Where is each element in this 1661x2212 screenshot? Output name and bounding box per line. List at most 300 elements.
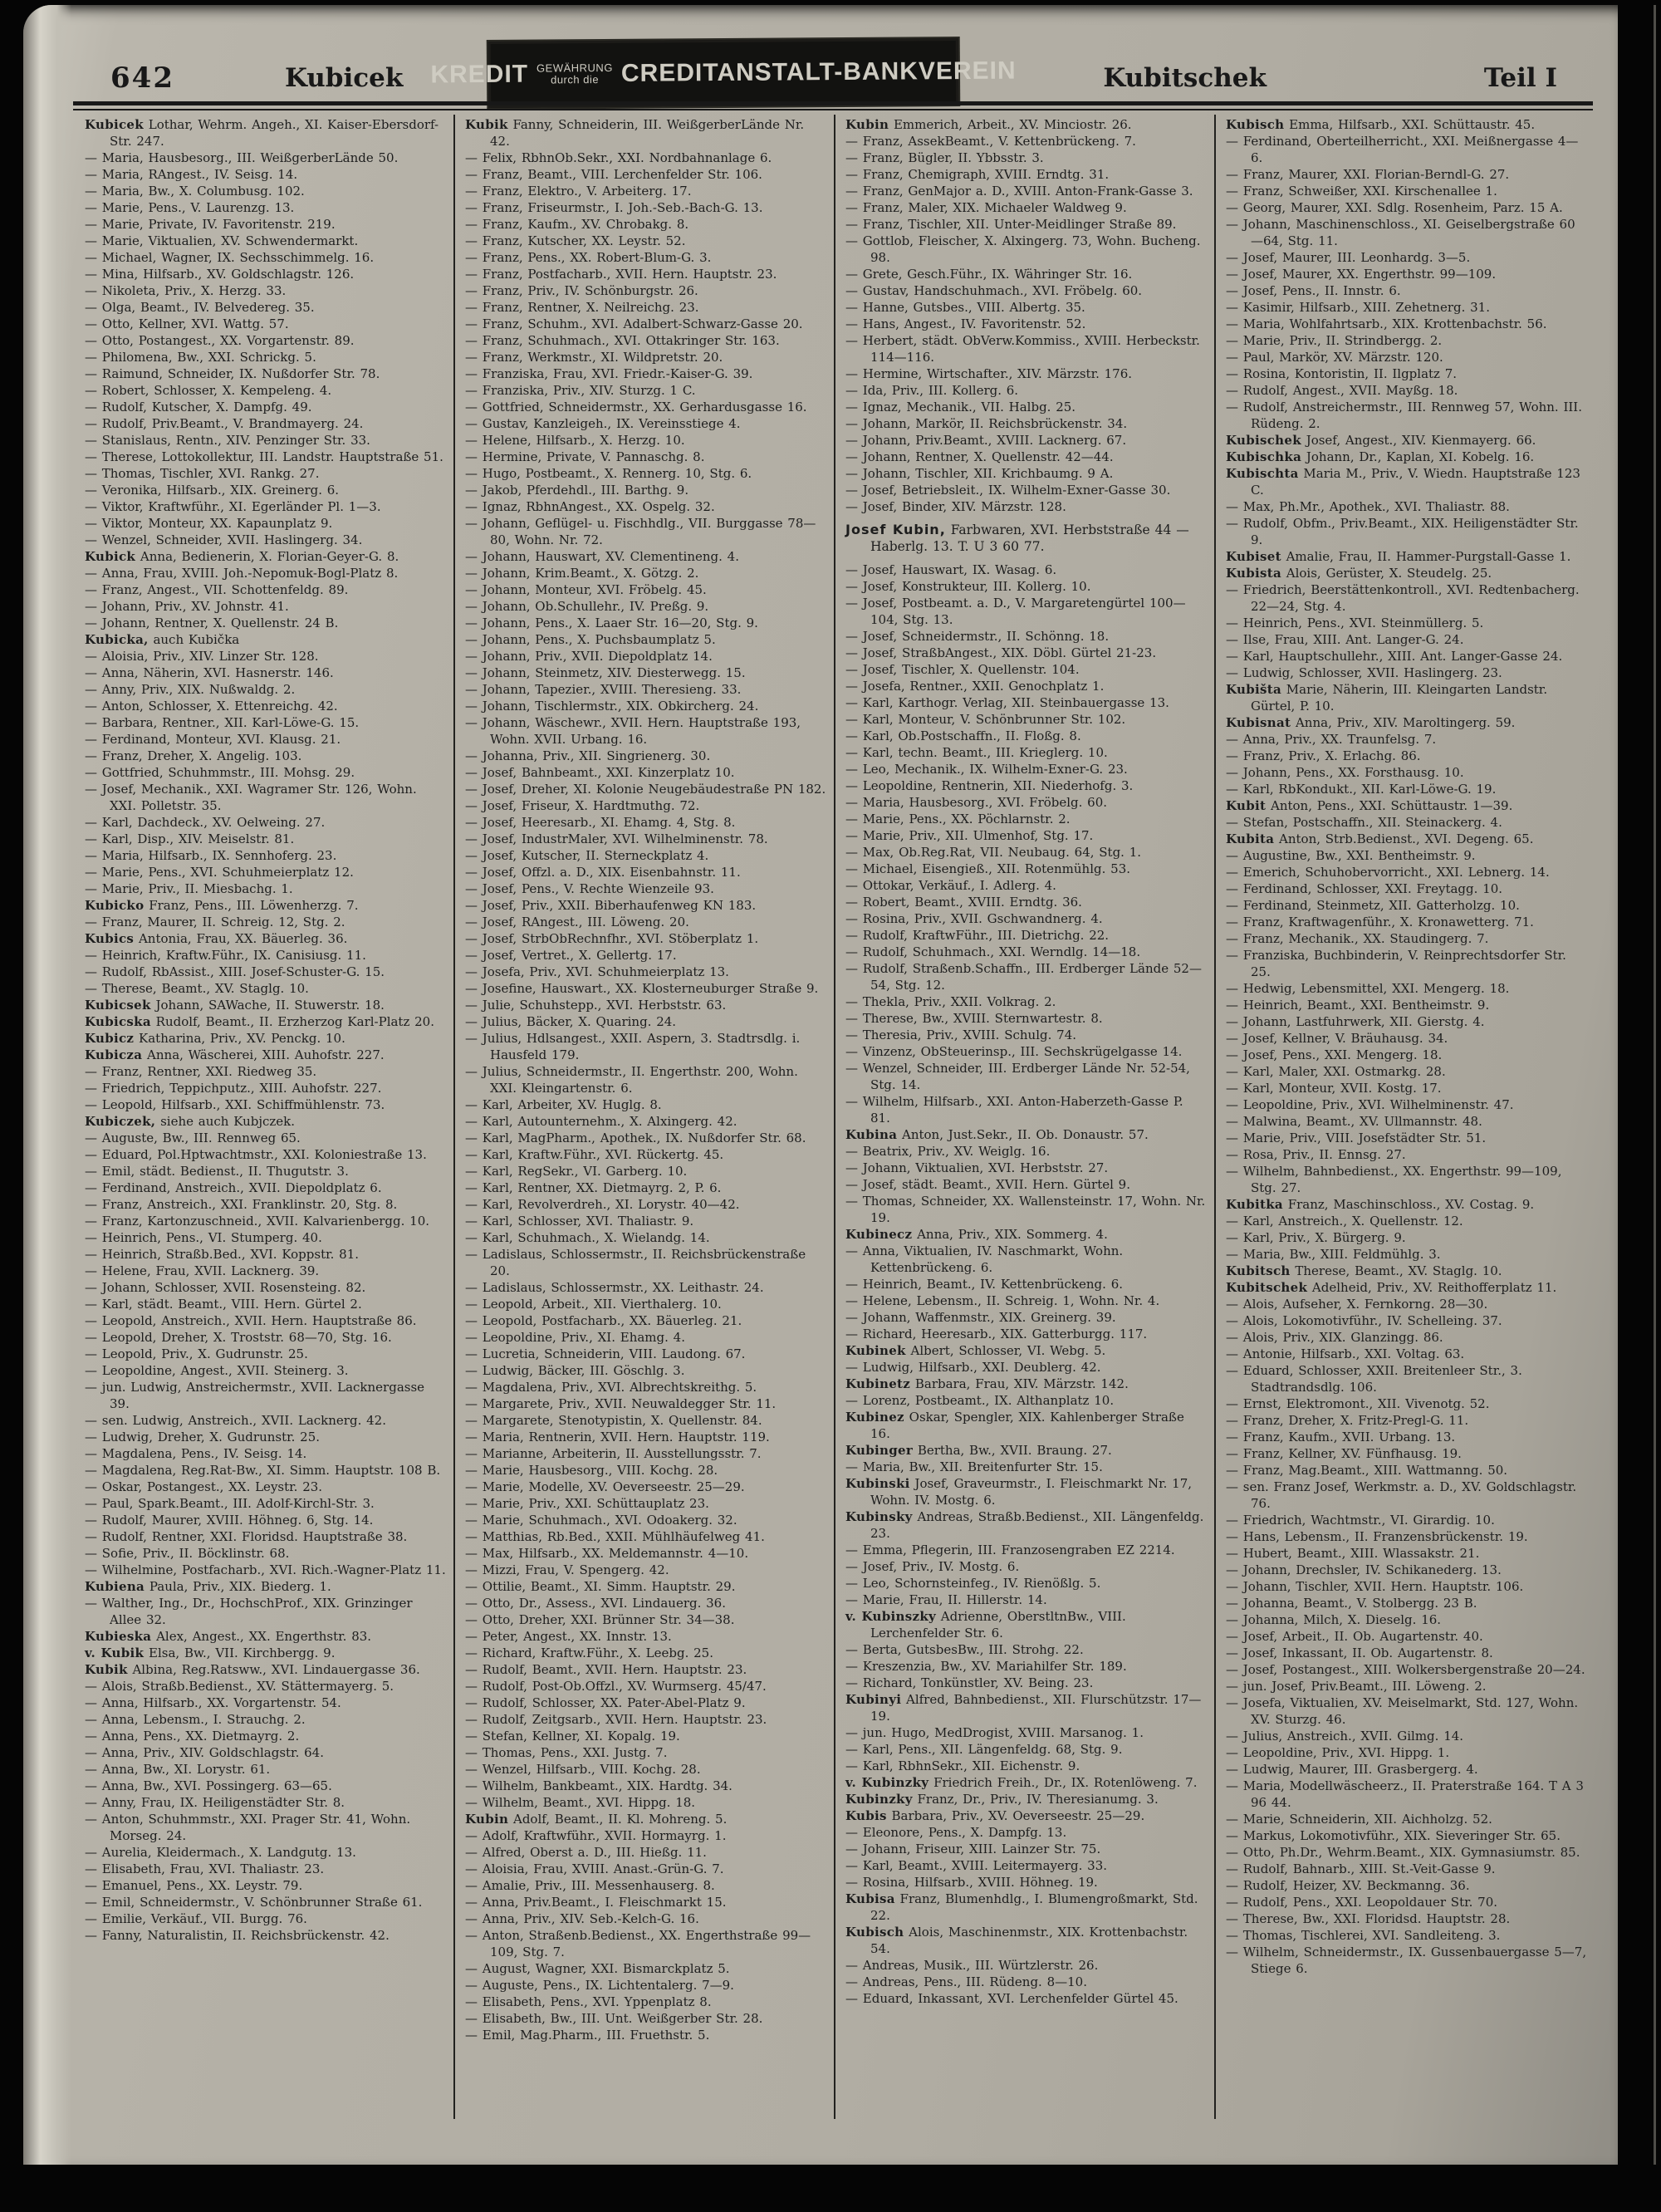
directory-entry: — Karl, Anstreich., X. Quellenstr. 12.: [1226, 1214, 1463, 1229]
directory-entry: — Karl, techn. Beamt., III. Krieglerg. 10.: [845, 745, 1108, 760]
directory-entry: — Josef, Maurer, XX. Engerthstr. 99—109.: [1226, 267, 1497, 282]
directory-entry: — Johann, Ob.Schullehr., IV. Preßg. 9.: [465, 599, 709, 614]
directory-entry: Kubiena Paula, Priv., XIX. Biederg. 1.: [85, 1579, 331, 1594]
directory-entry: — Thomas, Pens., XXI. Justg. 7.: [465, 1745, 668, 1760]
directory-entry: — Andreas, Pens., III. Rüdeng. 8—10.: [845, 1974, 1087, 1989]
directory-entry: — Franz, GenMajor a. D., XVIII. Anton-Frank-Gasse 3.: [845, 184, 1193, 199]
directory-entry: Kubiset Amalie, Frau, II. Hammer-Purgstall-Gasse 1.: [1226, 549, 1571, 564]
directory-entry: — Therese, Bw., XXI. Floridsd. Hauptstr. 28.: [1226, 1911, 1511, 1926]
directory-entry: — Leopold, Dreher, X. Troststr. 68—70, Stg. 16.: [85, 1330, 392, 1345]
directory-entry: — Stanislaus, Rentn., XIV. Penzinger Str. 33.: [85, 433, 370, 448]
directory-entry: — Karl, RegSekr., VI. Garberg. 10.: [465, 1164, 688, 1179]
directory-entry: — Viktor, Monteur, XX. Kapaunplatz 9.: [85, 516, 333, 531]
directory-entry: Kubiczek, siehe auch Kubjczek.: [85, 1114, 296, 1129]
directory-entry: v. Kubinszky Adrienne, OberstltnBw., VIII. Lerchenfelder Str. 6.: [845, 1609, 1126, 1641]
directory-entry: — Auguste, Bw., III. Rennweg 65.: [85, 1131, 301, 1145]
directory-entry: — Eduard, Schlosser, XXII. Breitenleer Str., 3. Stadtrandsdlg. 106.: [1226, 1363, 1522, 1395]
directory-entry: — Ferdinand, Oberteilherricht., XXI. Meißnergasse 4—6.: [1226, 134, 1579, 165]
directory-entry: — Karl, Beamt., XVIII. Leitermayerg. 33.: [845, 1858, 1108, 1873]
directory-entry: — Rudolf, Anstreichermstr., III. Rennweg 57, Wohn. III. Rüdeng. 2.: [1226, 400, 1582, 431]
directory-entry: Kubista Alois, Gerüster, X. Steudelg. 25.: [1226, 566, 1492, 581]
directory-entry: — Marie, Frau, II. Hillerstr. 14.: [845, 1592, 1047, 1607]
directory-entry: — Josefa, Priv., XVI. Schuhmeierplatz 13.: [465, 964, 729, 979]
directory-entry: — Franz, Elektro., V. Arbeiterg. 17.: [465, 184, 692, 199]
directory-entry: — Marie, Private, IV. Favoritenstr. 219.: [85, 217, 336, 232]
directory-entry: Kubinzky Franz, Dr., Priv., IV. Theresianumg. 3.: [845, 1792, 1159, 1807]
directory-entry: — Ludwig, Bäcker, III. Göschlg. 3.: [465, 1363, 685, 1378]
directory-entry: — Marie, Schneiderin, XII. Aichholzg. 52.: [1226, 1812, 1492, 1827]
directory-entry: — Franz, Kraftwagenführ., X. Kronawetterg. 71.: [1226, 915, 1534, 929]
directory-entry: — Malwina, Beamt., XV. Ullmannstr. 48.: [1226, 1114, 1482, 1129]
directory-entry: — Hedwig, Lebensmittel, XXI. Mengerg. 18.: [1226, 981, 1510, 996]
directory-entry: Kubinski Josef, Graveurmstr., I. Fleischmarkt Nr. 17, Wohn. IV. Mostg. 6.: [845, 1476, 1193, 1508]
directory-entry: — Therese, Beamt., XV. Staglg. 10.: [85, 981, 309, 996]
directory-entry: — Friedrich, Teppichputz., XIII. Auhofstr. 227.: [85, 1081, 382, 1096]
directory-entry: Kubicka, auch Kubička: [85, 632, 240, 647]
directory-entry: — Josef, Pens., II. Innstr. 6.: [1226, 283, 1401, 298]
directory-entry: — Aloisia, Frau, XVIII. Anast.-Grün-G. 7.: [465, 1861, 724, 1876]
directory-entry: — Rudolf, Beamt., XVII. Hern. Hauptstr. 23.: [465, 1662, 747, 1677]
directory-entry: — Berta, GutsbesBw., III. Strohg. 22.: [845, 1642, 1084, 1657]
directory-entry: — Franz, Rentner, X. Neilreichg. 23.: [465, 300, 699, 315]
surname-bold: Kubisnat: [1226, 715, 1291, 730]
directory-entry: Kubin Emmerich, Arbeit., XV. Minciostr. 26.: [845, 117, 1132, 132]
directory-entry: — Marie, Priv., XII. Ulmenhof, Stg. 17.: [845, 828, 1094, 843]
banner-word-kredit: KREDIT: [430, 60, 529, 89]
directory-entry: — Therese, Lottokollektur, III. Landstr. Hauptstraße 51.: [85, 449, 443, 464]
directory-entry: — Margarete, Priv., XVII. Neuwaldegger Str. 11.: [465, 1396, 777, 1411]
directory-entry: — Leo, Schornsteinfeg., IV. Rienößlg. 5.: [845, 1576, 1101, 1591]
directory-entry: — Helene, Lebensm., II. Schreig. 1, Wohn. Nr. 4.: [845, 1293, 1160, 1308]
directory-entry: — Ottokar, Verkäuf., I. Adlerg. 4.: [845, 878, 1056, 893]
directory-entry: — Karl, RbhnSekr., XII. Eichenstr. 9.: [845, 1758, 1080, 1773]
directory-entry: — Franz, Kellner, XV. Fünfhausg. 19.: [1226, 1446, 1462, 1461]
directory-entry: — Alois, Priv., XIX. Glanzingg. 86.: [1226, 1330, 1443, 1345]
directory-entry: — Vinzenz, ObSteuerinsp., III. Sechskrügelgasse 14.: [845, 1044, 1183, 1059]
surname-bold: Kubis: [845, 1808, 887, 1823]
directory-entry: — Johann, Maschinenschloss., XI. Geiselbergstraße 60—64, Stg. 11.: [1226, 217, 1575, 248]
header-keyword-left: Kubicek: [285, 63, 404, 93]
directory-entry: — Ludwig, Schlosser, XVII. Haslingerg. 23.: [1226, 665, 1502, 680]
directory-entry: — Michael, Wagner, IX. Sechsschimmelg. 16.: [85, 250, 375, 265]
directory-entry: — Rudolf, Schuhmach., XXI. Werndlg. 14—18.: [845, 944, 1141, 959]
directory-entry: — Julius, Schneidermstr., II. Engerthstr. 200, Wohn. XXI. Kleingartenstr. 6.: [465, 1064, 798, 1096]
directory-entry: — Josef, Postangest., XIII. Wolkersbergenstraße 20—24.: [1226, 1662, 1585, 1677]
directory-entry: — Josef, Hauswart, IX. Wasag. 6.: [845, 562, 1057, 577]
directory-entry: — Heinrich, Pens., VI. Stumperg. 40.: [85, 1230, 322, 1245]
directory-entry: — Leopold, Postfacharb., XX. Bäuerleg. 21.: [465, 1313, 742, 1328]
directory-entry: — Johann, Schlosser, XVII. Rosensteing. 82.: [85, 1280, 366, 1295]
directory-entry: Kubicsek Johann, SAWache, II. Stuwerstr. 18.: [85, 998, 385, 1013]
directory-entry: v. Kubik Elsa, Bw., VII. Kirchbergg. 9.: [85, 1646, 336, 1660]
directory-entry: — Maria, Bw., XIII. Feldmühlg. 3.: [1226, 1247, 1441, 1262]
directory-entry: — Franz, Chemigraph, XVIII. Erndtg. 31.: [845, 167, 1110, 182]
directory-column-2: [453, 115, 834, 2119]
directory-entry: — Julius, Anstreich., XVII. Gilmg. 14.: [1226, 1729, 1464, 1744]
directory-entry: — Franz, Beamt., VIII. Lerchenfelder Str. 106.: [465, 167, 762, 182]
directory-entry: — Josef, Konstrukteur, III. Kollerg. 10.: [845, 579, 1091, 594]
directory-entry: — Maria, RAngest., IV. Seisg. 14.: [85, 167, 298, 182]
directory-entry: — Anton, Schlosser, X. Ettenreichg. 42.: [85, 699, 338, 714]
directory-entry: Kubicza Anna, Wäscherei, XIII. Auhofstr. 227.: [85, 1047, 385, 1062]
directory-entry: — Anny, Frau, IX. Heiligenstädter Str. 8.: [85, 1795, 345, 1810]
directory-entry: — Franz, Kaufm., XVII. Urbang. 13.: [1226, 1430, 1456, 1444]
directory-entry: — Ladislaus, Schlossermstr., II. Reichsbrückenstraße 20.: [465, 1247, 806, 1278]
directory-entry: — Rudolf, Kutscher, X. Dampfg. 49.: [85, 400, 312, 414]
directory-entry: — Jakob, Pferdehdl., III. Barthg. 9.: [465, 483, 689, 498]
directory-entry: — Matthias, Rb.Bed., XXII. Mühlhäufelweg 41.: [465, 1529, 765, 1544]
directory-entry: — Elisabeth, Frau, XVI. Thaliastr. 23.: [85, 1861, 325, 1876]
directory-entry: — Leo, Mechanik., IX. Wilhelm-Exner-G. 23.: [845, 762, 1128, 777]
directory-entry: — Franz, Postfacharb., XVII. Hern. Hauptstr. 23.: [465, 267, 777, 282]
directory-entry: — Emil, Mag.Pharm., III. Fruethstr. 5.: [465, 2028, 710, 2043]
directory-entry: — Wilhelmine, Postfacharb., XVI. Rich.-Wagner-Platz 11.: [85, 1562, 446, 1577]
surname-bold: Kubin: [465, 1812, 509, 1827]
surname-bold: Kubicz: [85, 1031, 135, 1046]
directory-entry: — Johann, Krim.Beamt., X. Götzg. 2.: [465, 566, 699, 581]
directory-entry: — Aloisia, Priv., XIV. Linzer Str. 128.: [85, 649, 319, 664]
directory-entry: — Josef, Offzl. a. D., XIX. Eisenbahnstr. 11.: [465, 865, 741, 880]
directory-entry: v. Kubinzky Friedrich Freih., Dr., IX. Rotenlöweng. 7.: [845, 1775, 1198, 1790]
directory-entry: — Ludwig, Maurer, III. Grasbergerg. 4.: [1226, 1762, 1478, 1777]
directory-entry: — Anton, Straßenb.Bedienst., XX. Engerthstraße 99—109, Stg. 7.: [465, 1928, 811, 1959]
directory-entry: — Leopold, Priv., X. Gudrunstr. 25.: [85, 1346, 308, 1361]
directory-entry: — Stefan, Postschaffn., XII. Steinackerg. 4.: [1226, 815, 1502, 830]
directory-entry: — Rudolf, Maurer, XVIII. Höhneg. 6, Stg. 14.: [85, 1513, 374, 1528]
directory-entry: — Karl, Disp., XIV. Meiselstr. 81.: [85, 831, 295, 846]
directory-entry: — Franziska, Priv., XIV. Sturzg. 1 C.: [465, 383, 696, 398]
directory-entry: — Rudolf, Bahnarb., XIII. St.-Veit-Gasse 9.: [1226, 1861, 1496, 1876]
directory-entry: — Wilhelm, Bankbeamt., XIX. Hardtg. 34.: [465, 1778, 733, 1793]
directory-entry: — Ferdinand, Monteur, XVI. Klausg. 21.: [85, 732, 341, 747]
directory-entry: — Franz, Priv., IV. Schönburgstr. 26.: [465, 283, 698, 298]
directory-column-3: [834, 115, 1214, 2119]
directory-entry: — Wilhelm, Bahnbedienst., XX. Engerthstr. 99—109, Stg. 27.: [1226, 1164, 1562, 1195]
directory-entry: — Marie, Modelle, XV. Oeverseestr. 25—29.: [465, 1479, 745, 1494]
directory-entry: — Friedrich, Beerstättenkontroll., XVI. Redtenbacherg. 22—24, Stg. 4.: [1226, 582, 1580, 614]
directory-entry: — Robert, Schlosser, X. Kempeleng. 4.: [85, 383, 332, 398]
directory-entry: — Franz, Mag.Beamt., XIII. Wattmanng. 50.: [1226, 1463, 1508, 1478]
directory-entry: — Johann, Rentner, X. Quellenstr. 24 B.: [85, 616, 339, 630]
directory-entry: — Johann, Markör, II. Reichsbrückenstr. 34.: [845, 416, 1128, 431]
directory-entry: Kubitschek Adelheid, Priv., XV. Reithofferplatz 11.: [1226, 1280, 1557, 1295]
surname-bold: Kubicsek: [85, 998, 151, 1013]
directory-entry: — Ludwig, Hilfsarb., XXI. Deublerg. 42.: [845, 1360, 1101, 1375]
directory-entry: — Johann, Rentner, X. Quellenstr. 42—44.: [845, 449, 1114, 464]
surname-bold: Kubitsch: [1226, 1263, 1291, 1278]
directory-entry: — Veronika, Hilfsarb., XIX. Greinerg. 6.: [85, 483, 340, 498]
surname-bold: Kubicza: [85, 1047, 143, 1062]
directory-entry: — Ludwig, Dreher, X. Gudrunstr. 25.: [85, 1430, 321, 1444]
directory-entry: — Anna, Hilfsarb., XX. Vorgartenstr. 54.: [85, 1695, 341, 1710]
surname-bold: Kubisch: [1226, 117, 1285, 132]
directory-entry: — Thomas, Schneider, XX. Wallensteinstr. 17, Wohn. Nr. 19.: [845, 1194, 1206, 1225]
surname-bold: Kubitschek: [1226, 1280, 1308, 1295]
directory-entry: — Heinrich, Beamt., IV. Kettenbrückeng. 6.: [845, 1277, 1124, 1292]
directory-entry: — Gottlob, Fleischer, X. Alxingerg. 73, Wohn. Bucheng. 98.: [845, 233, 1201, 265]
directory-entry: — Helene, Frau, XVII. Lacknerg. 39.: [85, 1263, 320, 1278]
directory-entry: Kubicz Katharina, Priv., XV. Penckg. 10.: [85, 1031, 345, 1046]
directory-entry: — Maria, Hilfsarb., IX. Sennhoferg. 23.: [85, 848, 337, 863]
directory-entry: — Gottfried, Schneidermstr., XX. Gerhardusgasse 16.: [465, 400, 807, 414]
directory-entry: Kubis Barbara, Priv., XV. Oeverseestr. 25—29.: [845, 1808, 1145, 1823]
directory-entry: — Johann, Tischlermstr., XIX. Obkircherg. 24.: [465, 699, 759, 714]
directory-entry: — Marie, Pens., XVI. Schuhmeierplatz 12.: [85, 865, 354, 880]
directory-entry: — Alois, Straßb.Bedienst., XV. Stättermayerg. 5.: [85, 1679, 394, 1694]
directory-entry: — Wenzel, Schneider, III. Erdberger Lände Nr. 52-54, Stg. 14.: [845, 1061, 1190, 1092]
directory-entry: — Rudolf, Straßenb.Schaffn., III. Erdberger Lände 52—54, Stg. 12.: [845, 961, 1202, 993]
directory-entry: — Auguste, Pens., IX. Lichtentalerg. 7—9.: [465, 1978, 734, 1993]
directory-entry: — Johann, Hauswart, XV. Clementineng. 4.: [465, 549, 739, 564]
directory-entry: — Franziska, Frau, XVI. Friedr.-Kaiser-G. 39.: [465, 366, 753, 381]
directory-entry: — Franz, Schuhm., XVI. Adalbert-Schwarz-Gasse 20.: [465, 316, 803, 331]
directory-entry: — Julie, Schuhstepp., XVI. Herbststr. 63.: [465, 998, 727, 1013]
advert-banner: [430, 38, 1017, 108]
directory-entry: — Karl, Dachdeck., XV. Oelweing. 27.: [85, 815, 326, 830]
directory-entry: — Robert, Beamt., XVIII. Erndtg. 36.: [845, 895, 1082, 910]
directory-entry: — Johann, Drechsler, IV. Schikanederg. 13.: [1226, 1562, 1502, 1577]
surname-bold: v. Kubinszky: [845, 1609, 937, 1624]
directory-entry: — Helene, Hilfsarb., X. Herzg. 10.: [465, 433, 685, 448]
directory-entry: — Hugo, Postbeamt., X. Rennerg. 10, Stg. 6.: [465, 466, 752, 481]
surname-bold: Josef Kubin,: [845, 522, 946, 537]
directory-entry: — Marianne, Arbeiterin, II. Ausstellungsstr. 7.: [465, 1446, 762, 1461]
directory-entry: — Johanna, Milch, X. Dieselg. 16.: [1226, 1612, 1442, 1627]
directory-entry: — Anna, Priv.Beamt., I. Fleischmarkt 15.: [465, 1895, 727, 1910]
directory-entry: — Franz, Friseurmstr., I. Joh.-Seb.-Bach-G. 13.: [465, 200, 763, 215]
directory-entry: — Johann, Friseur, XIII. Lainzer Str. 75.: [845, 1842, 1101, 1856]
directory-entry: — Josef, Tischler, X. Quellenstr. 104.: [845, 662, 1080, 677]
directory-entry: — Max, Ph.Mr., Apothek., XVI. Thaliastr. 88.: [1226, 499, 1510, 514]
directory-entry: — Otto, Postangest., XX. Vorgartenstr. 89.: [85, 333, 355, 348]
directory-entry: — Franz, Werkmstr., XI. Wildpretstr. 20.: [465, 350, 723, 365]
directory-entry: — Thomas, Tischlerei, XVI. Sandleiteng. 3.: [1226, 1928, 1501, 1943]
surname-bold: Kubischta: [1226, 466, 1299, 481]
directory-entry: — Johann, Waffenmstr., XIX. Greinerg. 39.: [845, 1310, 1116, 1325]
directory-entry: — Theresia, Priv., XVIII. Schulg. 74.: [845, 1028, 1077, 1042]
directory-entry: — Anna, Frau, XVIII. Joh.-Nepomuk-Bogl-Platz 8.: [85, 566, 399, 581]
directory-entry: — Johann, Tischler, XVII. Hern. Hauptstr. 106.: [1226, 1579, 1524, 1594]
directory-entry: — Maria, Wohlfahrtsarb., XIX. Krottenbachstr. 56.: [1226, 316, 1547, 331]
surname-bold: Kubita: [1226, 831, 1275, 846]
directory-entry: Josef Kubin, Farbwaren, XVI. Herbststraße 44 — Haberlg. 13. T. U 3 60 77.: [845, 522, 1189, 554]
directory-entry: — Hanne, Gutsbes., VIII. Albertg. 35.: [845, 300, 1085, 315]
directory-entry: — Josef, Pens., XXI. Mengerg. 18.: [1226, 1047, 1443, 1062]
directory-entry: — Josef, RAngest., III. Löweng. 20.: [465, 915, 689, 929]
page-header: [73, 33, 1603, 98]
directory-entry: — Elisabeth, Pens., XVI. Yppenplatz 8.: [465, 1994, 712, 2009]
surname-bold: Kubinsky: [845, 1509, 913, 1524]
surname-bold: Kubischek: [1226, 433, 1301, 448]
directory-entry: — Nikoleta, Priv., X. Herzg. 33.: [85, 283, 287, 298]
directory-entry: — Lorenz, Postbeamt., IX. Althanplatz 10.: [845, 1393, 1115, 1408]
surname-bold: Kubista: [1226, 566, 1281, 581]
directory-entry: — Mina, Hilfsarb., XV. Goldschlagstr. 126.: [85, 267, 355, 282]
directory-entry: Kubinek Albert, Schlosser, VI. Webg. 5.: [845, 1343, 1106, 1358]
directory-entry: — Anna, Näherin, XVI. Hasnerstr. 146.: [85, 665, 334, 680]
surname-bold: Kubik: [465, 117, 508, 132]
directory-entry: — Oskar, Postangest., XX. Leystr. 23.: [85, 1479, 323, 1494]
directory-entry: — Gustav, Kanzleigeh., IX. Vereinsstiege 4.: [465, 416, 741, 431]
directory-entry: — Augustine, Bw., XXI. Bentheimstr. 9.: [1226, 848, 1476, 863]
surname-bold: Kubicko: [85, 898, 145, 913]
directory-entry: — Michael, Eisengieß., XII. Rotenmühlg. 53.: [845, 861, 1131, 876]
directory-entry: — Johann, Pens., XX. Forsthausg. 10.: [1226, 765, 1464, 780]
page-gutter-shadow: [1654, 5, 1656, 2165]
directory-entry: Kubisch Alois, Maschinenmstr., XIX. Krottenbachstr. 54.: [845, 1925, 1188, 1956]
directory-entry: — Rosa, Priv., II. Ennsg. 27.: [1226, 1147, 1406, 1162]
directory-entry: — Franz, Tischler, XII. Unter-Meidlinger Straße 89.: [845, 217, 1177, 232]
directory-entry: — Josef, Arbeit., II. Ob. Augartenstr. 40.: [1226, 1629, 1483, 1644]
directory-entry: — Max, Ob.Reg.Rat, VII. Neubaug. 64, Stg. 1.: [845, 845, 1142, 860]
directory-entry: — Rudolf, Rentner, XXI. Floridsd. Hauptstraße 38.: [85, 1529, 408, 1544]
directory-entry: — Karl, Karthogr. Verlag, XII. Steinbauergasse 13.: [845, 695, 1169, 710]
directory-entry: — Johann, Wäschewr., XVII. Hern. Hauptstraße 193, Wohn. XVII. Urbang. 16.: [465, 715, 801, 747]
directory-entry: — Johann, Tapezier., XVIII. Theresieng. 33.: [465, 682, 742, 697]
directory-entry: — Wilhelm, Hilfsarb., XXI. Anton-Haberzeth-Gasse P. 81.: [845, 1094, 1183, 1126]
directory-entry: — Franz, Angest., VII. Schottenfeldg. 89.: [85, 582, 349, 597]
surname-bold: Kubick: [85, 549, 136, 564]
directory-entry: — Eduard, Pol.Hptwachtmstr., XXI. Koloniestraße 13.: [85, 1147, 427, 1162]
directory-entry: — Kasimir, Hilfsarb., XIII. Zehetnerg. 31.: [1226, 300, 1490, 315]
banner-middle-bottom: durch die: [551, 73, 600, 86]
directory-entry: — Johann, Priv., XVII. Diepoldplatz 14.: [465, 649, 713, 664]
directory-entry: Kubišta Marie, Näherin, III. Kleingarten Landstr. Gürtel, P. 10.: [1226, 682, 1548, 714]
directory-entry: Kubics Antonia, Frau, XX. Bäuerleg. 36.: [85, 931, 348, 946]
directory-entry: — Rudolf, Obfm., Priv.Beamt., XIX. Heiligenstädter Str. 9.: [1226, 516, 1579, 547]
directory-entry: — Marie, Viktualien, XV. Schwendermarkt.: [85, 233, 359, 248]
directory-entry: — Emil, Schneidermstr., V. Schönbrunner Straße 61.: [85, 1895, 423, 1910]
directory-entry: — Rudolf, RbAssist., XIII. Josef-Schuster-G. 15.: [85, 964, 385, 979]
directory-entry: — Johann, Priv., XV. Johnstr. 41.: [85, 599, 289, 614]
directory-entry: — Marie, Priv., II. Strindbergg. 2.: [1226, 333, 1443, 348]
directory-entry: — Josef, IndustrMaler, XVI. Wilhelminenstr. 78.: [465, 831, 768, 846]
directory-entry: — Karl, MagPharm., Apothek., IX. Nußdorfer Str. 68.: [465, 1131, 806, 1145]
directory-entry: — Maria, Bw., X. Columbusg. 102.: [85, 184, 305, 199]
directory-entry: — Barbara, Rentner., XII. Karl-Löwe-G. 15.: [85, 715, 360, 730]
directory-entry: — Josef, Heeresarb., XI. Ehamg. 4, Stg. 8.: [465, 815, 736, 830]
directory-entry: Kubinecz Anna, Priv., XIX. Sommerg. 4.: [845, 1227, 1108, 1242]
directory-entry: — Otto, Ph.Dr., Wehrm.Beamt., XIX. Gymnasiumstr. 85.: [1226, 1845, 1580, 1860]
directory-entry: — Ignaz, Mechanik., VII. Halbg. 25.: [845, 400, 1076, 414]
page-left-edge: [23, 5, 71, 2165]
directory-entry: — Johann, Geflügel- u. Fischhdlg., VII. Burggasse 78—80, Wohn. Nr. 72.: [465, 516, 816, 547]
surname-bold: Kubišta: [1226, 682, 1281, 697]
directory-entry: — Therese, Bw., XVIII. Sternwartestr. 8.: [845, 1011, 1103, 1026]
directory-entry: — sen. Franz Josef, Werkmstr. a. D., XV. Goldschlagstr. 76.: [1226, 1479, 1577, 1511]
directory-entry: — Ignaz, RbhnAngest., XX. Ospelg. 32.: [465, 499, 715, 514]
directory-entry: — Anna, Priv., XIV. Goldschlagstr. 64.: [85, 1745, 324, 1760]
directory-entry: — Marie, Schuhmach., XVI. Odoakerg. 32.: [465, 1513, 737, 1528]
directory-entry: Kubik Albina, Reg.Ratsww., XVI. Lindauergasse 36.: [85, 1662, 420, 1677]
directory-entry: — Ida, Priv., III. Kollerg. 6.: [845, 383, 1019, 398]
directory-entry: — Rudolf, Heizer, XV. Beckmanng. 36.: [1226, 1878, 1470, 1893]
directory-entry: — Johann, Lastfuhrwerk, XII. Gierstg. 4.: [1226, 1014, 1485, 1029]
surname-bold: Kubinzky: [845, 1792, 913, 1807]
directory-entry: — Wilhelm, Beamt., XVI. Hippg. 18.: [465, 1795, 696, 1810]
directory-entry: — Richard, Heeresarb., XIX. Gatterburgg. 117.: [845, 1327, 1148, 1341]
directory-entry: — jun. Ludwig, Anstreichermstr., XVII. Lacknergasse 39.: [85, 1380, 425, 1411]
surname-bold: Kubinecz: [845, 1227, 913, 1242]
directory-entry: — Georg, Maurer, XXI. Sdlg. Rosenheim, Parz. 15 A.: [1226, 200, 1563, 215]
directory-entry: Kubisa Franz, Blumenhdlg., I. Blumengroßmarkt, Std. 22.: [845, 1891, 1198, 1923]
surname-bold: Kubischka: [1226, 449, 1302, 464]
directory-entry: — Marie, Pens., V. Laurenzg. 13.: [85, 200, 295, 215]
directory-entry: — Julius, Bäcker, X. Quaring. 24.: [465, 1014, 677, 1029]
directory-entry: — Josef, Maurer, III. Leonhardg. 3—5.: [1226, 250, 1471, 265]
directory-entry: — Hermine, Private, V. Pannaschg. 8.: [465, 449, 705, 464]
directory-entry: — Eduard, Inkassant, XVI. Lerchenfelder Gürtel 45.: [845, 1991, 1178, 2006]
directory-entry: — Paul, Markör, XV. Märzstr. 120.: [1226, 350, 1443, 365]
directory-entry: — Maria, Hausbesorg., III. WeißgerberLände 50.: [85, 150, 399, 165]
directory-entry: — Peter, Angest., XX. Innstr. 13.: [465, 1629, 672, 1644]
surname-bold: v. Kubik: [85, 1646, 145, 1660]
directory-entry: — Margarete, Stenotypistin, X. Quellenstr. 84.: [465, 1413, 762, 1428]
directory-entry: — Raimund, Schneider, IX. Nußdorfer Str. 78.: [85, 366, 380, 381]
directory-entry: — Ladislaus, Schlossermstr., XX. Leithastr. 24.: [465, 1280, 764, 1295]
directory-entry: — Markus, Lokomotivführ., XIX. Sieveringer Str. 65.: [1226, 1828, 1561, 1843]
directory-entry: — Franz, Maler, XIX. Michaeler Waldweg 9.: [845, 200, 1127, 215]
directory-entry: — Magdalena, Pens., IV. Seisg. 14.: [85, 1446, 307, 1461]
directory-column-1: [75, 115, 453, 2119]
banner-middle-top: GEWÄHRUNG: [536, 61, 613, 75]
directory-entry: — sen. Ludwig, Anstreich., XVII. Lacknerg. 42.: [85, 1413, 386, 1428]
directory-entry: — Richard, Tonkünstler, XV. Being. 23.: [845, 1675, 1094, 1690]
directory-entry: — Franz, Mechanik., XX. Staudingerg. 7.: [1226, 931, 1489, 946]
directory-entry: — Wilhelm, Schneidermstr., IX. Gussenbauergasse 5—7, Stiege 6.: [1226, 1945, 1587, 1976]
banner-word-bank: CREDITANSTALT-BANKVEREIN: [620, 56, 1017, 87]
directory-entry: — Josef, Binder, XIV. Märzstr. 128.: [845, 499, 1066, 514]
directory-entry: — Johann, Priv.Beamt., XVIII. Lacknerg. 67.: [845, 433, 1127, 448]
directory-entry: — Karl, RbKondukt., XII. Karl-Löwe-G. 19.: [1226, 782, 1497, 797]
book-page: [23, 5, 1618, 2165]
directory-entry: — Leopold, Anstreich., XVII. Hern. Hauptstraße 86.: [85, 1313, 417, 1328]
directory-entry: — Franz, Kaufm., XV. Chrobakg. 8.: [465, 217, 689, 232]
directory-entry: — Herbert, städt. ObVerw.Kommiss., XVIII. Herbeckstr. 114—116.: [845, 333, 1200, 365]
directory-entry: — Marie, Priv., XXI. Schüttauplatz 23.: [465, 1496, 709, 1511]
surname-bold: Kubit: [1226, 798, 1267, 813]
directory-entry: — Leopoldine, Priv., XI. Ehamg. 4.: [465, 1330, 685, 1345]
directory-entry: Kubinsky Andreas, Straßb.Bedienst., XII. Längenfeldg. 23.: [845, 1509, 1204, 1541]
directory-entry: — Stefan, Kellner, XI. Kopalg. 19.: [465, 1729, 680, 1744]
directory-entry: Kubina Anton, Just.Sekr., II. Ob. Donaustr. 57.: [845, 1127, 1149, 1142]
directory-entry: — Anna, Lebensm., I. Strauchg. 2.: [85, 1712, 306, 1727]
directory-entry: — Ernst, Elektromont., XII. Vivenotg. 52.: [1226, 1396, 1490, 1411]
directory-entry: Kubik Fanny, Schneiderin, III. WeißgerberLände Nr. 42.: [465, 117, 805, 149]
directory-entry: — Maria, Rentnerin, XVII. Hern. Hauptstr. 119.: [465, 1430, 770, 1444]
surname-bold: Kubisa: [845, 1891, 895, 1906]
directory-entry: Kubin Adolf, Beamt., II. Kl. Mohreng. 5.: [465, 1812, 728, 1827]
directory-entry: — Karl, Autounternehm., X. Alxingerg. 42.: [465, 1114, 737, 1129]
surname-bold: Kubics: [85, 931, 135, 946]
directory-entry: — Josef, Kellner, V. Bräuhausg. 34.: [1226, 1031, 1448, 1046]
directory-entry: — Elisabeth, Bw., III. Unt. Weißgerber Str. 28.: [465, 2011, 763, 2026]
directory-entry: — Josef, Mechanik., XXI. Wagramer Str. 126, Wohn. XXI. Polletstr. 35.: [85, 782, 417, 813]
directory-entry: — Heinrich, Beamt., XXI. Bentheimstr. 9.: [1226, 998, 1490, 1013]
directory-entry: — jun. Hugo, MedDrogist, XVIII. Marsanog. 1.: [845, 1725, 1144, 1740]
surname-bold: Kubiczek,: [85, 1114, 156, 1129]
directory-entry: — Hans, Lebensm., II. Franzensbrückenstr. 19.: [1226, 1529, 1528, 1544]
directory-entry: — Johann, Monteur, XVI. Fröbelg. 45.: [465, 582, 707, 597]
directory-entry: — Karl, städt. Beamt., VIII. Hern. Gürtel 2.: [85, 1297, 362, 1312]
directory-entry: — Magdalena, Priv., XVI. Albrechtskreithg. 5.: [465, 1380, 757, 1395]
directory-entry: — Marie, Priv., II. Miesbachg. 1.: [85, 881, 293, 896]
directory-entry: — Anna, Viktualien, IV. Naschmarkt, Wohn. Kettenbrückeng. 6.: [845, 1243, 1124, 1275]
directory-entry: — Anna, Priv., XIV. Seb.-Kelch-G. 16.: [465, 1911, 699, 1926]
directory-entry: — Johanna, Beamt., V. Stolbergg. 23 B.: [1226, 1596, 1477, 1611]
directory-entry: — Mizzi, Frau, V. Spengerg. 42.: [465, 1562, 669, 1577]
directory-entry: — Leopoldine, Angest., XVII. Steinerg. 3.: [85, 1363, 349, 1378]
